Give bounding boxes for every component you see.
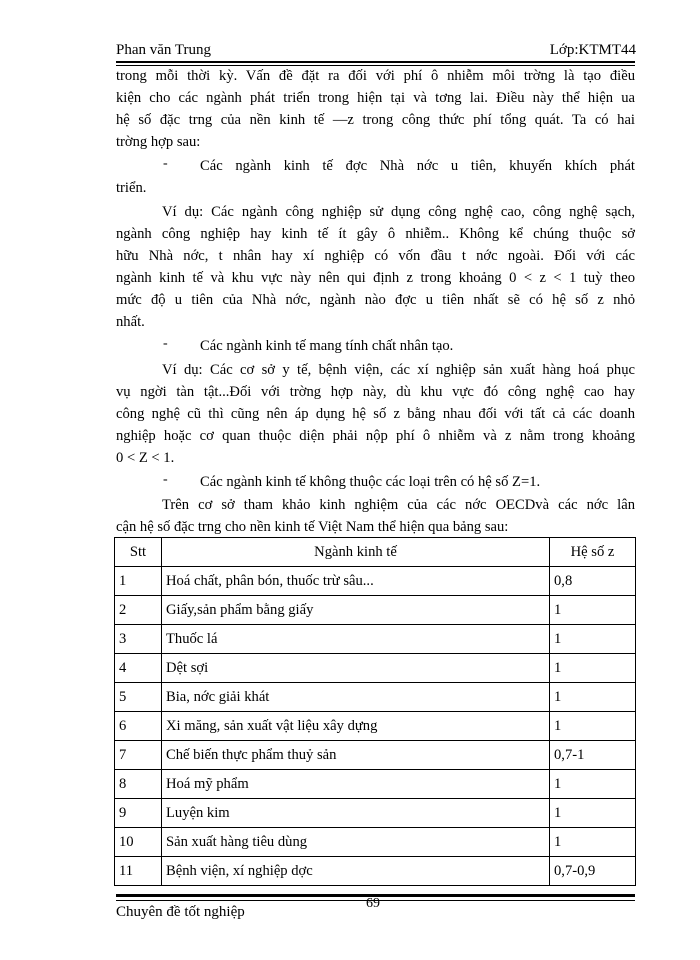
bullet-dash: -: [163, 472, 168, 487]
text-line: cận hệ số đặc trng cho nền kinh tế Việt Nam thể hiện qua bảng sau:: [116, 519, 509, 535]
cell-sector: Bia, nớc giải khát: [162, 683, 550, 712]
table-row: [115, 712, 636, 741]
table-row: [115, 741, 636, 770]
cell-coefficient: 1: [550, 625, 636, 654]
cell-stt: 1: [115, 567, 162, 596]
bullet-item-1: Các ngành kinh tế đợc Nhà nớc u tiên, khuyến khích phát: [200, 158, 635, 174]
cell-stt: 6: [115, 712, 162, 741]
cell-sector: Chế biến thực phẩm thuỷ sản: [162, 741, 550, 770]
table-row: [115, 654, 636, 683]
text-line: Ví dụ: Các ngành công nghiệp sử dụng công nghệ cao, công nghệ sạch,: [162, 204, 635, 220]
bullet-item-3: Các ngành kinh tế không thuộc các loại trên có hệ số Z=1.: [200, 474, 541, 490]
cell-coefficient: 0,7-1: [550, 741, 636, 770]
cell-coefficient: 1: [550, 654, 636, 683]
cell-sector: Hoá mỹ phẩm: [162, 770, 550, 799]
text-line: hữu Nhà nớc, t nhân hay xí nghiệp có vốn đầu t nớc ngoài. Đối với các: [116, 248, 635, 264]
table-row: [115, 596, 636, 625]
cell-sector: Luyện kim: [162, 799, 550, 828]
text-line: nghiệp hoặc cơ quan thuộc diện phải nộp phí ô nhiễm và z nằm trong khoảng: [116, 428, 635, 444]
cell-sector: Dệt sợi: [162, 654, 550, 683]
text-line: Ví dụ: Các cơ sở y tế, bệnh viện, các xí nghiệp sản xuất hàng hoá phục: [162, 362, 635, 378]
table-row: [115, 828, 636, 857]
bullet-dash: -: [163, 336, 168, 351]
footer-label: Chuyên đề tốt nghiệp: [116, 904, 245, 920]
cell-stt: 11: [115, 857, 162, 886]
cell-stt: 2: [115, 596, 162, 625]
cell-stt: 9: [115, 799, 162, 828]
coefficient-table: [114, 537, 636, 886]
text-line: trờng hợp sau:: [116, 134, 201, 150]
cell-coefficient: 1: [550, 770, 636, 799]
cell-coefficient: 1: [550, 828, 636, 857]
bullet-item-2: Các ngành kinh tế mang tính chất nhân tạo.: [200, 338, 454, 354]
header-class: Lớp:KTMT44: [549, 42, 636, 58]
text-line: công nghệ cũ thì cũng nên áp dụng hệ số z bằng nhau đối với tất cả các doanh: [116, 406, 635, 422]
cell-sector: Giấy,sản phẩm bằng giấy: [162, 596, 550, 625]
text-line: vụ ngời tàn tật...Đối với trờng hợp này, dù khu vực đó công nghệ cao hay: [116, 384, 635, 400]
text-line: mức độ u tiên của Nhà nớc, ngành nào đợc u tiên nhất sẽ có hệ số z nhỏ: [116, 292, 635, 308]
cell-coefficient: 1: [550, 683, 636, 712]
cell-sector: Xi măng, sản xuất vật liệu xây dựng: [162, 712, 550, 741]
text-line: ngành kinh tế và khu vực này nên qui định z trong khoảng 0 < z < 1 tuỳ theo: [116, 270, 635, 286]
cell-sector: Thuốc lá: [162, 625, 550, 654]
cell-coefficient: 0,7-0,9: [550, 857, 636, 886]
cell-sector: Sản xuất hàng tiêu dùng: [162, 828, 550, 857]
table-header-row: [115, 538, 636, 567]
text-line: ngành công nghiệp hay kinh tế ít gây ô nhiễm.. Không kể chúng thuộc sở: [116, 226, 635, 242]
table-row: [115, 567, 636, 596]
text-line: hệ số đặc trng của nền kinh tế —z trong công thức phí tổng quát. Ta có hai: [116, 112, 635, 128]
cell-stt: 5: [115, 683, 162, 712]
col-header-coefficient: Hệ số z: [550, 538, 636, 567]
table-row: [115, 799, 636, 828]
cell-sector: Bệnh viện, xí nghiệp dợc: [162, 857, 550, 886]
header-author: Phan văn Trung: [116, 42, 212, 58]
cell-stt: 7: [115, 741, 162, 770]
table-row: [115, 683, 636, 712]
cell-sector: Hoá chất, phân bón, thuốc trừ sâu...: [162, 567, 550, 596]
col-header-sector: Ngành kinh tế: [162, 538, 550, 567]
bullet-dash: -: [163, 156, 168, 171]
cell-stt: 10: [115, 828, 162, 857]
cell-stt: 3: [115, 625, 162, 654]
cell-stt: 4: [115, 654, 162, 683]
table-row: [115, 625, 636, 654]
cell-coefficient: 1: [550, 596, 636, 625]
text-line: Trên cơ sở tham khảo kinh nghiệm của các nớc OECDvà các nớc lân: [162, 497, 635, 513]
table-row: [115, 770, 636, 799]
text-line: trong mỗi thời kỳ. Vấn đề đặt ra đối với phí ô nhiễm môi trờng là tạo điều: [116, 68, 635, 84]
cell-coefficient: 1: [550, 712, 636, 741]
cell-coefficient: 0,8: [550, 567, 636, 596]
text-line: kiện cho các ngành phát triển trong hiện tại và tơng lai. Điều này thể hiện ua: [116, 90, 635, 106]
cell-coefficient: 1: [550, 799, 636, 828]
page-number: 69: [366, 896, 380, 911]
text-line: triển.: [116, 180, 147, 196]
table-row: [115, 857, 636, 886]
text-line: nhất.: [116, 314, 145, 330]
col-header-stt: Stt: [115, 538, 162, 567]
cell-stt: 8: [115, 770, 162, 799]
text-line: 0 < Z < 1.: [116, 450, 175, 466]
